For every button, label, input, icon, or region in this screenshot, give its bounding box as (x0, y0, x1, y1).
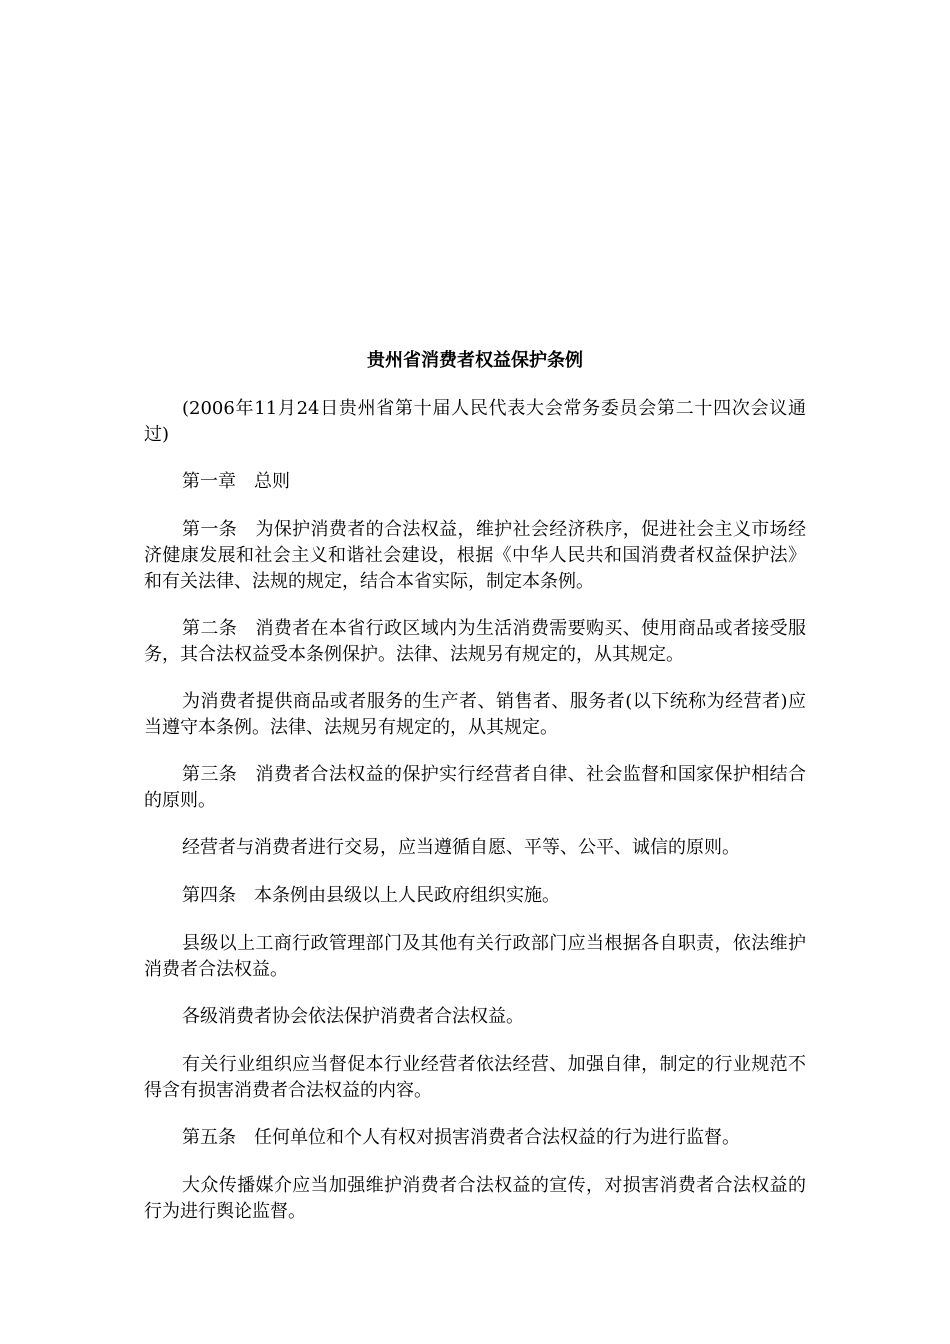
article-paragraph: 第五条 任何单位和个人有权对损害消费者合法权益的行为进行监督。 (182, 1127, 740, 1148)
article-paragraph: 县级以上工商行政管理部门及其他有关行政部门应当根据各自职责，依法维护消费者合法权益。 (144, 933, 806, 980)
adoption-note: (2006年11月24日贵州省第十届人民代表大会常务委员会第二十四次会议通过) (144, 398, 806, 445)
article-paragraph: 第四条 本条例由县级以上人民政府组织实施。 (182, 885, 560, 906)
chapter-heading: 第一章 总则 (182, 471, 290, 492)
article-paragraph: 为消费者提供商品或者服务的生产者、销售者、服务者(以下统称为经营者)应当遵守本条例。法律、法规另有规定的，从其规定。 (144, 691, 806, 738)
article-paragraph: 第二条 消费者在本省行政区域内为生活消费需要购买、使用商品或者接受服务，其合法权益受本条例保护。法律、法规另有规定的，从其规定。 (144, 618, 806, 665)
document-body (144, 396, 806, 1246)
article-paragraph: 第三条 消费者合法权益的保护实行经营者自律、社会监督和国家保护相结合的原则。 (144, 764, 806, 811)
article-paragraph: 第一条 为保护消费者的合法权益，维护社会经济秩序，促进社会主义市场经济健康发展和社会主义和谐社会建设，根据《中华人民共和国消费者权益保护法》和有关法律、法规的规定，结合本省实际，制定本条例。 (144, 519, 806, 592)
article-paragraph: 有关行业组织应当督促本行业经营者依法经营、加强自律，制定的行业规范不得含有损害消费者合法权益的内容。 (144, 1054, 806, 1101)
article-paragraph: 大众传播媒介应当加强维护消费者合法权益的宣传，对损害消费者合法权益的行为进行舆论监督。 (144, 1175, 806, 1222)
article-paragraph: 经营者与消费者进行交易，应当遵循自愿、平等、公平、诚信的原则。 (182, 837, 740, 858)
document-title: 贵州省消费者权益保护条例 (367, 350, 583, 371)
article-paragraph: 各级消费者协会依法保护消费者合法权益。 (182, 1006, 524, 1027)
